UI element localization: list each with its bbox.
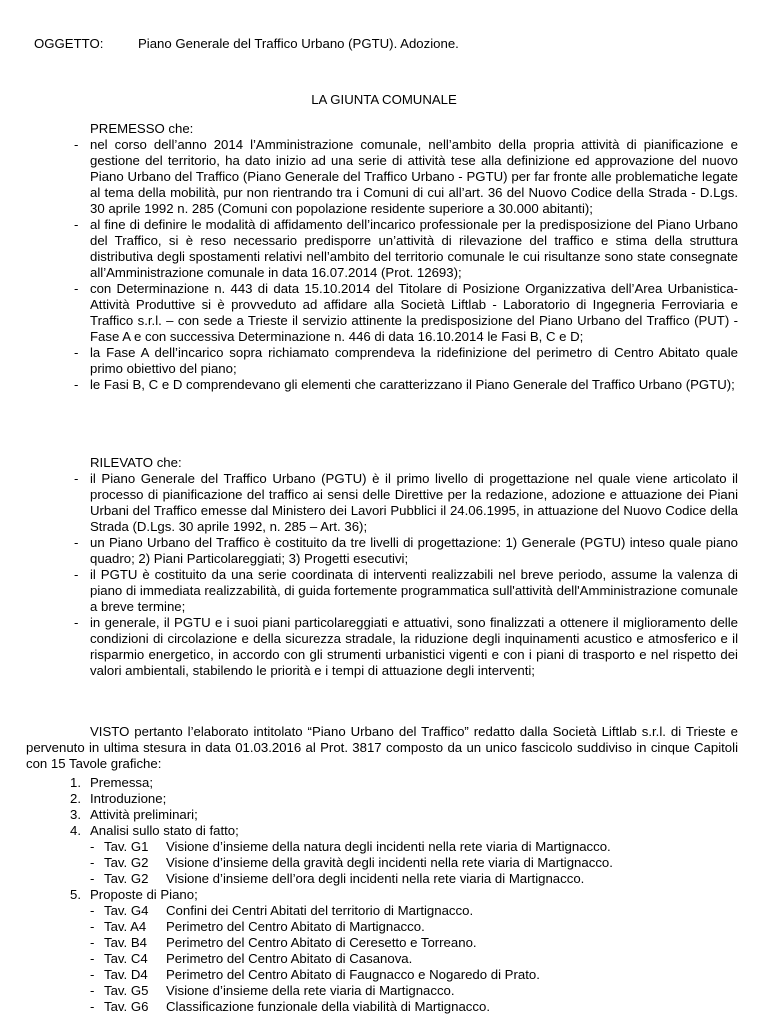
tavola-desc: Perimetro del Centro Abitato di Martignacco. — [166, 919, 425, 934]
tavola-desc: Visione d’insieme della natura degli incidenti nella rete viaria di Martignacco. — [166, 839, 611, 854]
tavola-code: - Tav. D4 — [104, 967, 148, 982]
tavola-item — [90, 855, 738, 871]
tavola-desc: Visione d’insieme della gravità degli incidenti nella rete viaria di Martignacco. — [166, 855, 613, 870]
tavola-item — [90, 871, 738, 887]
tavola-item — [90, 967, 738, 983]
tavola-desc: Perimetro del Centro Abitato di Casanova. — [166, 951, 413, 966]
document-heading: LA GIUNTA COMUNALE — [311, 92, 457, 107]
tavola-code: - Tav. A4 — [104, 919, 147, 934]
chapter-list — [26, 775, 738, 1015]
subject-text: Piano Generale del Traffico Urbano (PGTU). Adozione. — [138, 36, 459, 51]
tavola-desc: Visione d’insieme della rete viaria di Martignacco. — [166, 983, 455, 998]
chapter-number: 2. — [70, 791, 81, 806]
chapter-number: 1. — [70, 775, 81, 790]
list-item: - la Fase A dell’incarico sopra richiamato comprendeva la ridefinizione del perimetro di Centro Abitato quale primo obiettivo del piano; — [26, 345, 738, 377]
premesso-intro: PREMESSO che: — [90, 121, 194, 136]
chapter-item — [26, 823, 738, 887]
list-item: - le Fasi B, C e D comprendevano gli elementi che caratterizzano il Piano Generale del Traffico Urbano (PGTU); — [26, 377, 738, 393]
rilevato-section — [26, 455, 738, 679]
tavola-item — [90, 919, 738, 935]
premesso-section — [26, 121, 738, 393]
tavola-item — [90, 999, 738, 1015]
tavola-desc: Classificazione funzionale della viabilità di Martignacco. — [166, 999, 490, 1014]
rilevato-list — [26, 471, 738, 679]
chapter-title: Analisi sullo stato di fatto; — [90, 823, 239, 838]
tavola-desc: Perimetro del Centro Abitato di Faugnacco e Nogaredo di Prato. — [166, 967, 540, 982]
tavola-code: - Tav. G5 — [104, 983, 149, 998]
chapter-number: 5. — [70, 887, 81, 902]
subject-line — [34, 36, 459, 52]
tavola-desc: Visione d’insieme dell’ora degli incidenti nella rete viaria di Martignacco. — [166, 871, 585, 886]
chapter-item — [26, 791, 738, 807]
visto-text: VISTO pertanto l’elaborato intitolato “Piano Urbano del Traffico” redatto dalla Società Liftlab s.r.l. di Trieste e pervenuto in ultima stesura in data 01.03.2016 al Prot. 3817 composto da un unico fascicolo suddiviso in cinque Capitoli con 15 Tavole grafiche: — [26, 724, 738, 771]
chapter-title: Proposte di Piano; — [90, 887, 198, 902]
chapter-item — [26, 775, 738, 791]
tavola-item — [90, 951, 738, 967]
list-item: - un Piano Urbano del Traffico è costituito da tre livelli di progettazione: 1) Generale (PGTU) inteso quale piano quadro; 2) Piani Particolareggiati; 3) Progetti esecutivi; — [26, 535, 738, 567]
list-item: - il PGTU è costituito da una serie coordinata di interventi realizzabili nel breve periodo, assume la valenza di piano di immediata realizzabilità, di guida fortemente programmatica sull'attività dell'Amministrazione comunale a breve termine; — [26, 567, 738, 615]
chapter-title: Introduzione; — [90, 791, 167, 806]
list-item: - al fine di definire le modalità di affidamento dell’incarico professionale per la predisposizione del Piano Urbano del Traffico, si è reso necessario predisporre un’attività di rilevazione del traffico e stima della struttura distributiva degli spostamenti relativi nell’ambito del territorio comunale le cui risultanze sono state consegnate all’Amministrazione comunale in data 16.07.2014 (Prot. 12693); — [26, 217, 738, 281]
chapter-title: Premessa; — [90, 775, 154, 790]
tavola-code: - Tav. C4 — [104, 951, 148, 966]
chapter-number: 4. — [70, 823, 81, 838]
premesso-list — [26, 137, 738, 393]
list-item: - con Determinazione n. 443 di data 15.10.2014 del Titolare di Posizione Organizzativa dell’Area Urbanistica-Attività Produttive si è provveduto ad affidare alla Società Liftlab - Laboratorio di Ingegneria Ferroviaria e Traffico s.r.l. – con sede a Trieste il servizio attinente la predisposizione del Piano Urbano del Traffico (PUT) - Fase A e con successiva Determinazione n. 446 di data 16.10.2014 le Fasi B, C e D; — [26, 281, 738, 345]
tavole-list — [90, 903, 738, 1015]
tavola-item — [90, 935, 738, 951]
list-item: - in generale, il PGTU e i suoi piani particolareggiati e attuativi, sono finalizzati a ottenere il miglioramento delle condizioni di circolazione e della sicurezza stradale, la riduzione degli inquinamenti acustico e atmosferico e il risparmio energetico, in accordo con gli strumenti urbanistici vigenti e con i piani di trasporto e nel rispetto dei valori ambientali, stabilendo le priorità e i tempi di attuazione degli interventi; — [26, 615, 738, 679]
subject-label: OGGETTO: — [34, 36, 104, 51]
tavola-item — [90, 983, 738, 999]
chapter-item — [26, 807, 738, 823]
list-item: - il Piano Generale del Traffico Urbano (PGTU) è il primo livello di progettazione nel quale viene articolato il processo di pianificazione del traffico ai sensi delle Direttive per la redazione, adozione e attuazione dei Piani Urbani del Traffico emesse dal Ministero dei Lavori Pubblici il 24.06.1995, in attuazione del Nuovo Codice della Strada (D.Lgs. 30 aprile 1992, n. 285 – Art. 36); — [26, 471, 738, 535]
tavole-list — [90, 839, 738, 887]
tavola-code: - Tav. G6 — [104, 999, 149, 1014]
chapter-item — [26, 887, 738, 1015]
tavola-code: - Tav. G4 — [104, 903, 149, 918]
tavola-desc: Perimetro del Centro Abitato di Ceresetto e Torreano. — [166, 935, 477, 950]
chapter-title: Attività preliminari; — [90, 807, 198, 822]
tavola-item — [90, 839, 738, 855]
list-item: - nel corso dell’anno 2014 l’Amministrazione comunale, nell’ambito della propria attività di pianificazione e gestione del territorio, ha dato inizio ad una serie di attività tese alla definizione ed approvazione del nuovo Piano Urbano del Traffico (Piano Generale del Traffico Urbano - PGTU) per far fronte alle problematiche legate al tema della mobilità, pur non rientrando tra i Comuni di cui all’art. 36 del Nuovo Codice della Strada - D.Lgs. 30 aprile 1992 n. 285 (Comuni con popolazione residente superiore a 30.000 abitanti); — [26, 137, 738, 217]
chapters-section — [26, 775, 738, 1015]
tavola-desc: Confini dei Centri Abitati del territorio di Martignacco. — [166, 903, 474, 918]
tavola-code: - Tav. G2 — [104, 855, 149, 870]
tavola-item — [90, 903, 738, 919]
chapter-number: 3. — [70, 807, 81, 822]
rilevato-intro: RILEVATO che: — [90, 455, 182, 470]
tavola-code: - Tav. B4 — [104, 935, 147, 950]
tavola-code: - Tav. G1 — [104, 839, 149, 854]
tavola-code: - Tav. G2 — [104, 871, 149, 886]
visto-paragraph — [26, 724, 738, 772]
